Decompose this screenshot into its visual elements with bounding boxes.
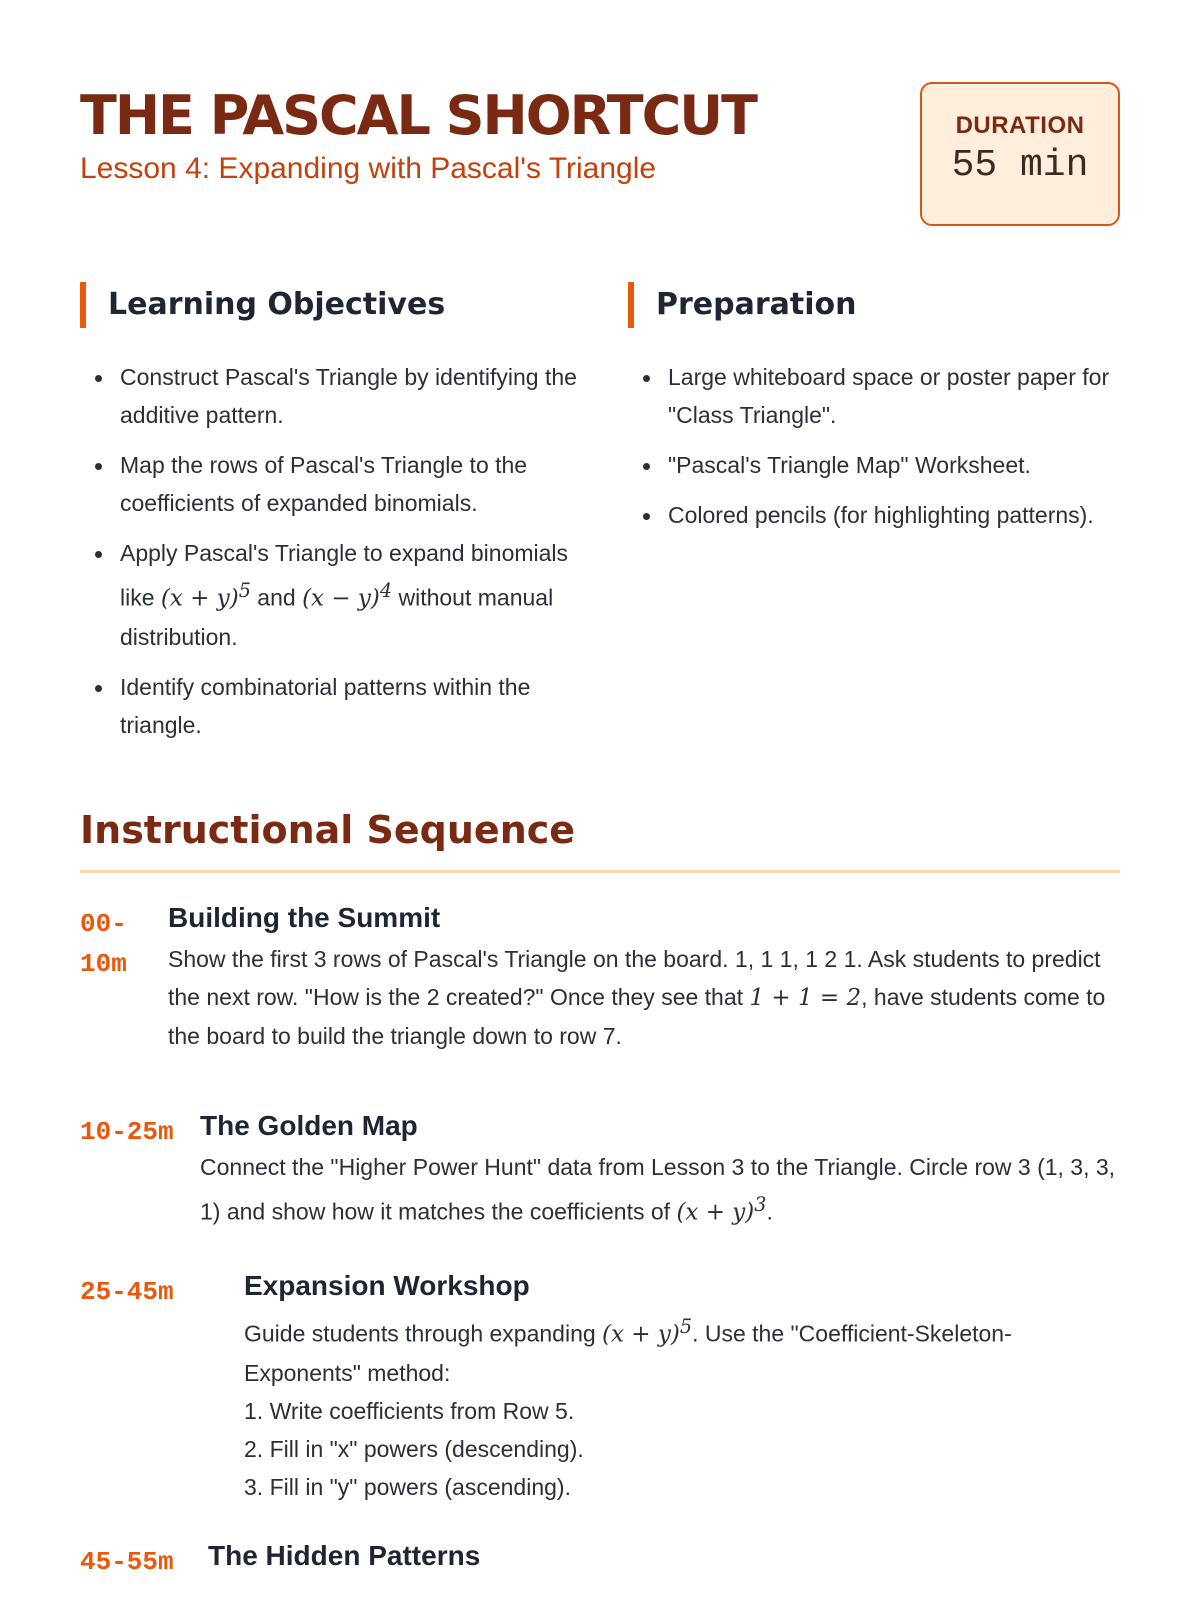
step-description — [168, 940, 1120, 1055]
bullet-icon — [95, 685, 102, 692]
step-text-post: , have students come to the board to build the triangle down to row 7. — [168, 984, 1106, 1049]
step-body — [244, 1266, 1044, 1506]
step-text-post: . — [766, 1198, 773, 1225]
page-title: THE PASCAL SHORTCUT — [80, 84, 756, 147]
math-expression: (x + y) — [676, 1199, 755, 1226]
preparation-text: Large whiteboard space or poster paper for "Class Triangle". — [668, 364, 1110, 428]
step-description — [244, 1308, 1044, 1506]
method-step: 2. Fill in "x" powers (descending). — [244, 1435, 584, 1462]
objective-item — [80, 534, 580, 656]
preparation-item — [628, 358, 1120, 434]
bullet-icon — [643, 513, 650, 520]
objective-item — [80, 668, 580, 744]
objective-text: Identify combinatorial patterns within the triangle. — [120, 673, 531, 738]
objective-item — [80, 358, 580, 434]
learning-objectives-title: Learning Objectives — [108, 287, 446, 322]
duration-badge — [920, 82, 1120, 226]
math-expression: (x + y) — [602, 1321, 680, 1348]
objective-text: Map the rows of Pascal's Triangle to the coefficients of expanded binomials. — [120, 452, 528, 516]
step-text-post: . Use the "Coefficient-Skeleton-Exponents" method: — [244, 1320, 1012, 1386]
method-step: 3. Fill in "y" powers (ascending). — [244, 1473, 571, 1500]
objective-text-mid: and — [250, 584, 303, 611]
lesson-plan-page — [80, 0, 1120, 1600]
sequence-step — [80, 1266, 1120, 1500]
step-body — [208, 1536, 1120, 1576]
math-expression: (x + y) — [160, 585, 239, 612]
step-text-pre: Connect the "Higher Power Hunt" data from Lesson 3 to the Triangle. Circle row 3 (1, 3, 3, 1) and show how it matches the coefficients of — [200, 1154, 1116, 1225]
step-text-pre: Show the first 3 rows of Pascal's Triangle on the board. 1, 1 1, 1 2 1. Ask students to predict the next row. "How is the 2 created?" Once they see that — [168, 946, 1101, 1010]
sequence-step — [80, 1536, 1120, 1600]
step-text-pre: Guide students through expanding — [244, 1320, 603, 1347]
heading-accent-bar — [80, 282, 86, 328]
preparation-section — [628, 282, 1120, 546]
lesson-subtitle: Lesson 4: Expanding with Pascal's Triangle — [80, 152, 657, 185]
duration-value: 55 min — [951, 144, 1089, 187]
bullet-icon — [643, 463, 650, 470]
objective-text-post: without manual distribution. — [120, 584, 554, 650]
section-divider — [80, 870, 1120, 873]
objectives-list — [80, 358, 580, 744]
bullet-icon — [95, 375, 102, 382]
bullet-icon — [95, 463, 102, 470]
preparation-heading — [628, 282, 1120, 328]
sequence-step — [80, 1106, 1120, 1226]
method-step: 1. Write coefficients from Row 5. — [244, 1397, 575, 1424]
step-time: 10-25m — [80, 1117, 174, 1147]
step-body — [168, 898, 1120, 1055]
step-time: 25-45m — [80, 1277, 174, 1307]
preparation-list — [628, 358, 1120, 534]
learning-objectives-section — [80, 282, 580, 756]
learning-objectives-heading — [80, 282, 580, 328]
preparation-title: Preparation — [656, 287, 857, 322]
heading-accent-bar — [628, 282, 634, 328]
objective-text: Construct Pascal's Triangle by identifying the additive pattern. — [120, 364, 577, 428]
step-title: Building the Summit — [168, 902, 441, 933]
preparation-item — [628, 446, 1120, 484]
step-description — [200, 1148, 1120, 1232]
preparation-text: "Pascal's Triangle Map" Worksheet. — [668, 452, 1031, 478]
objective-item — [80, 446, 580, 522]
math-expression: 1 + 1 = 2 — [749, 985, 862, 1011]
sequence-step — [80, 898, 1120, 1058]
math-exponent: 5 — [679, 1315, 693, 1338]
math-exponent: 4 — [379, 579, 393, 602]
math-exponent: 5 — [238, 579, 251, 602]
step-body — [200, 1106, 1120, 1232]
step-title: Expansion Workshop — [244, 1270, 530, 1301]
duration-label: DURATION — [955, 112, 1085, 139]
step-time: 00-10m — [80, 909, 127, 979]
bullet-icon — [95, 551, 102, 558]
preparation-item — [628, 496, 1120, 534]
preparation-text: Colored pencils (for highlighting patterns). — [668, 502, 1094, 528]
math-expression: (x − y) — [302, 585, 380, 612]
step-title: The Golden Map — [200, 1110, 418, 1141]
step-time: 45-55m — [80, 1547, 174, 1577]
bullet-icon — [643, 375, 650, 382]
instructional-sequence-heading: Instructional Sequence — [80, 808, 576, 852]
step-title: The Hidden Patterns — [208, 1540, 481, 1571]
math-exponent: 3 — [754, 1193, 767, 1216]
objective-text-pre: Apply Pascal's Triangle to expand binomials like — [120, 540, 569, 611]
